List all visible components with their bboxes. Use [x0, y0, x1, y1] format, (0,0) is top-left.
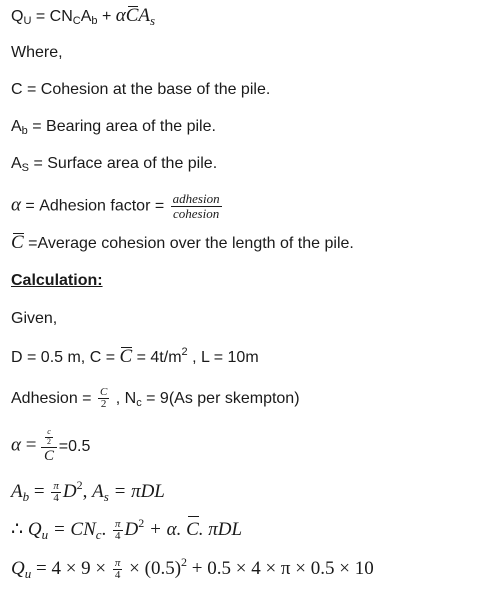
ab-def-sub: b [21, 125, 28, 137]
alpha-definition [11, 192, 224, 220]
ab-line-comma: , [82, 481, 93, 502]
adhesion-numerator: adhesion [172, 191, 220, 206]
adhesion-line [11, 386, 300, 412]
alpha-calculation [11, 428, 90, 465]
ab-line-d: D [62, 481, 77, 502]
alpha-def-text: = Adhesion factor = [20, 197, 169, 215]
ab-line-a: A [11, 481, 23, 502]
therefore-line [11, 516, 242, 545]
adhesion-cohesion-fraction [171, 192, 222, 220]
therefore-c-sub: c [95, 527, 102, 542]
given-label: Given, [11, 310, 58, 327]
ab-line-rhs: = πDL [108, 481, 165, 502]
therefore-plus-alpha: + α. [144, 519, 187, 540]
formula-alpha: α [115, 5, 126, 26]
alpha-inner-num: c [47, 427, 51, 436]
alpha-def-symbol: α [11, 194, 21, 216]
ab-formula-line [11, 478, 165, 507]
numeric-four: 4 [114, 569, 121, 582]
therefore-dot: . [101, 519, 112, 540]
numeric-pi-fraction [113, 558, 123, 582]
numeric-sq: 2 [181, 555, 188, 569]
cbar-def-symbol: C [11, 232, 24, 253]
c-definition: C = Cohesion at the base of the pile. [11, 81, 271, 98]
formula-as-sub: s [150, 13, 156, 28]
main-formula [11, 6, 155, 27]
calculation-heading: Calculation: [11, 272, 103, 289]
alpha-nested-numerator [41, 428, 57, 448]
given-part3: , L = 10m [187, 349, 259, 366]
ab-line-four: 4 [53, 492, 59, 505]
alpha-inner-den: 2 [46, 437, 51, 446]
therefore-cbar: C [186, 516, 199, 544]
given-values [11, 347, 259, 368]
adhesion-label: Adhesion = [11, 390, 96, 407]
adhesion-den: 2 [100, 398, 107, 411]
formula-as: A [138, 5, 151, 26]
therefore-pi-fraction [113, 519, 123, 543]
formula-a: A [80, 8, 92, 25]
cbar-def-text: =Average cohesion over the length of the pile. [23, 235, 354, 252]
therefore-symbol: ∴ [11, 519, 28, 540]
formula-plus: + [97, 8, 116, 25]
therefore-sq: 2 [138, 516, 145, 530]
where-label: Where, [11, 44, 63, 61]
alpha-nested-fraction [41, 428, 57, 465]
therefore-rest: . πDL [198, 519, 243, 540]
formula-cbar: C [125, 5, 139, 26]
therefore-four: 4 [115, 530, 121, 543]
ab-def-text: = Bearing area of the pile. [27, 118, 216, 135]
adhesion-nc-sub: c [136, 397, 142, 409]
alpha-inner-fraction [45, 428, 53, 446]
numeric-q: Q [11, 558, 25, 579]
ab-definition [11, 117, 216, 137]
given-part2: = 4t/m [132, 349, 182, 366]
as-definition [11, 154, 217, 174]
therefore-eq-cn: = CN [48, 519, 96, 540]
formula-q-sub: U [23, 15, 32, 27]
ab-line-s-sub: s [103, 489, 109, 504]
cbar-definition [11, 233, 354, 254]
numeric-line [11, 555, 374, 584]
ab-def-symbol: A [11, 118, 22, 135]
numeric-pi: π [114, 556, 121, 569]
as-def-text: = Surface area of the pile. [29, 155, 218, 172]
given-part1: D = 0.5 m, C = [11, 349, 120, 366]
given-cbar: C [119, 346, 133, 367]
adhesion-fraction [98, 387, 109, 411]
formula-q: Q [11, 8, 24, 25]
as-def-symbol: A [11, 155, 22, 172]
numeric-part1: = 4 × 9 × [31, 558, 111, 579]
as-def-sub: S [21, 162, 30, 174]
numeric-u-sub: u [24, 566, 32, 581]
ab-line-pi: π [53, 479, 59, 492]
adhesion-rest: = 9(As per skempton) [141, 390, 300, 407]
numeric-part2: × (0.5) [124, 558, 182, 579]
ab-line-pi-fraction [51, 481, 61, 505]
ab-line-sub: b [22, 489, 30, 504]
given-sup: 2 [181, 346, 188, 358]
numeric-part3: + 0.5 × 4 × π × 0.5 × 10 [187, 558, 374, 579]
formula-eq-cn: = CN [31, 8, 73, 25]
cohesion-denominator: cohesion [173, 205, 220, 221]
ab-line-a2: A [92, 481, 104, 502]
formula-ab-sub: b [91, 15, 98, 27]
adhesion-num: C [99, 385, 108, 398]
adhesion-mid: , N [111, 390, 137, 407]
therefore-pi: π [115, 517, 121, 530]
ab-line-sq: 2 [76, 478, 83, 492]
therefore-q: Q [27, 519, 42, 540]
alpha-calc-eq: = [20, 434, 42, 456]
alpha-result: =0.5 [58, 437, 91, 455]
ab-line-eq: = [29, 481, 50, 502]
alpha-outer-den: C [43, 448, 54, 465]
therefore-d: D [124, 519, 139, 540]
alpha-calc-symbol: α [11, 434, 21, 456]
formula-nc-sub: C [72, 15, 81, 27]
therefore-u-sub: u [41, 527, 49, 542]
